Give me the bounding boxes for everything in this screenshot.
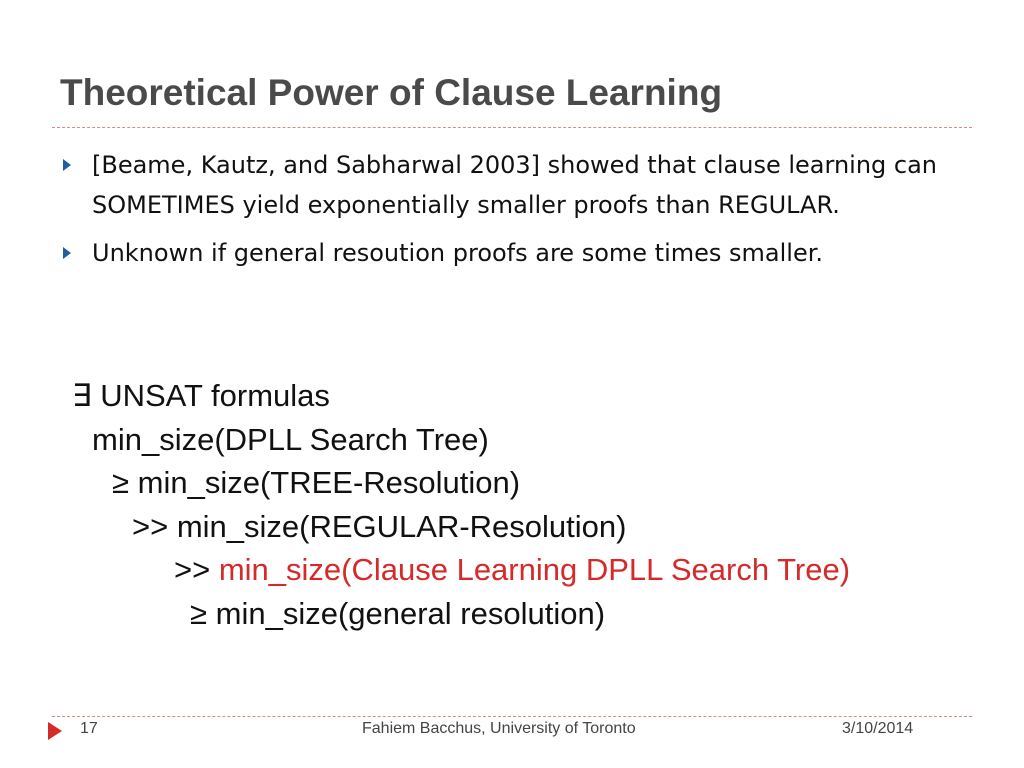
bullet-item [60, 233, 960, 273]
bullet-list [60, 145, 960, 281]
formula-line: >> min_size(REGULAR-Resolution) [132, 508, 627, 544]
footer-author: Fahiem Bacchus, University of Toronto [362, 720, 636, 737]
formula-line: ≥ min_size(general resolution) [190, 595, 606, 631]
formula-prefix: >> [174, 552, 219, 587]
footer-date: 3/10/2014 [842, 720, 914, 737]
formula-line: ≥ min_size(TREE-Resolution) [112, 465, 521, 500]
triangle-right-icon [63, 159, 71, 171]
title-divider [52, 127, 972, 128]
bullet-text-prefix: [Beame, Kautz, and Sabharwal 2003] showed that clause learning can [92, 151, 938, 179]
formula-line: min_size(DPLL Search Tree) [92, 421, 489, 457]
bullet-text: Unknown if general resoution proofs are some times smaller. [92, 239, 824, 267]
triangle-right-icon [48, 722, 62, 740]
formula-line: ∃ UNSAT formulas [72, 378, 330, 413]
formula-block [72, 374, 850, 635]
highlighted-formula: min_size(Clause Learning DPLL Search Tree) [218, 552, 851, 587]
triangle-right-icon [63, 247, 71, 259]
bullet-item [60, 145, 960, 225]
formula-line [72, 548, 850, 592]
bullet-text-suffix: yield exponentially smaller proofs than REGULAR. [234, 191, 840, 219]
slide-title: Theoretical Power of Clause Learning [60, 72, 723, 113]
footer-divider [52, 716, 972, 717]
page-number: 17 [80, 720, 98, 737]
bullet-emphasis: SOMETIMES [92, 191, 235, 219]
